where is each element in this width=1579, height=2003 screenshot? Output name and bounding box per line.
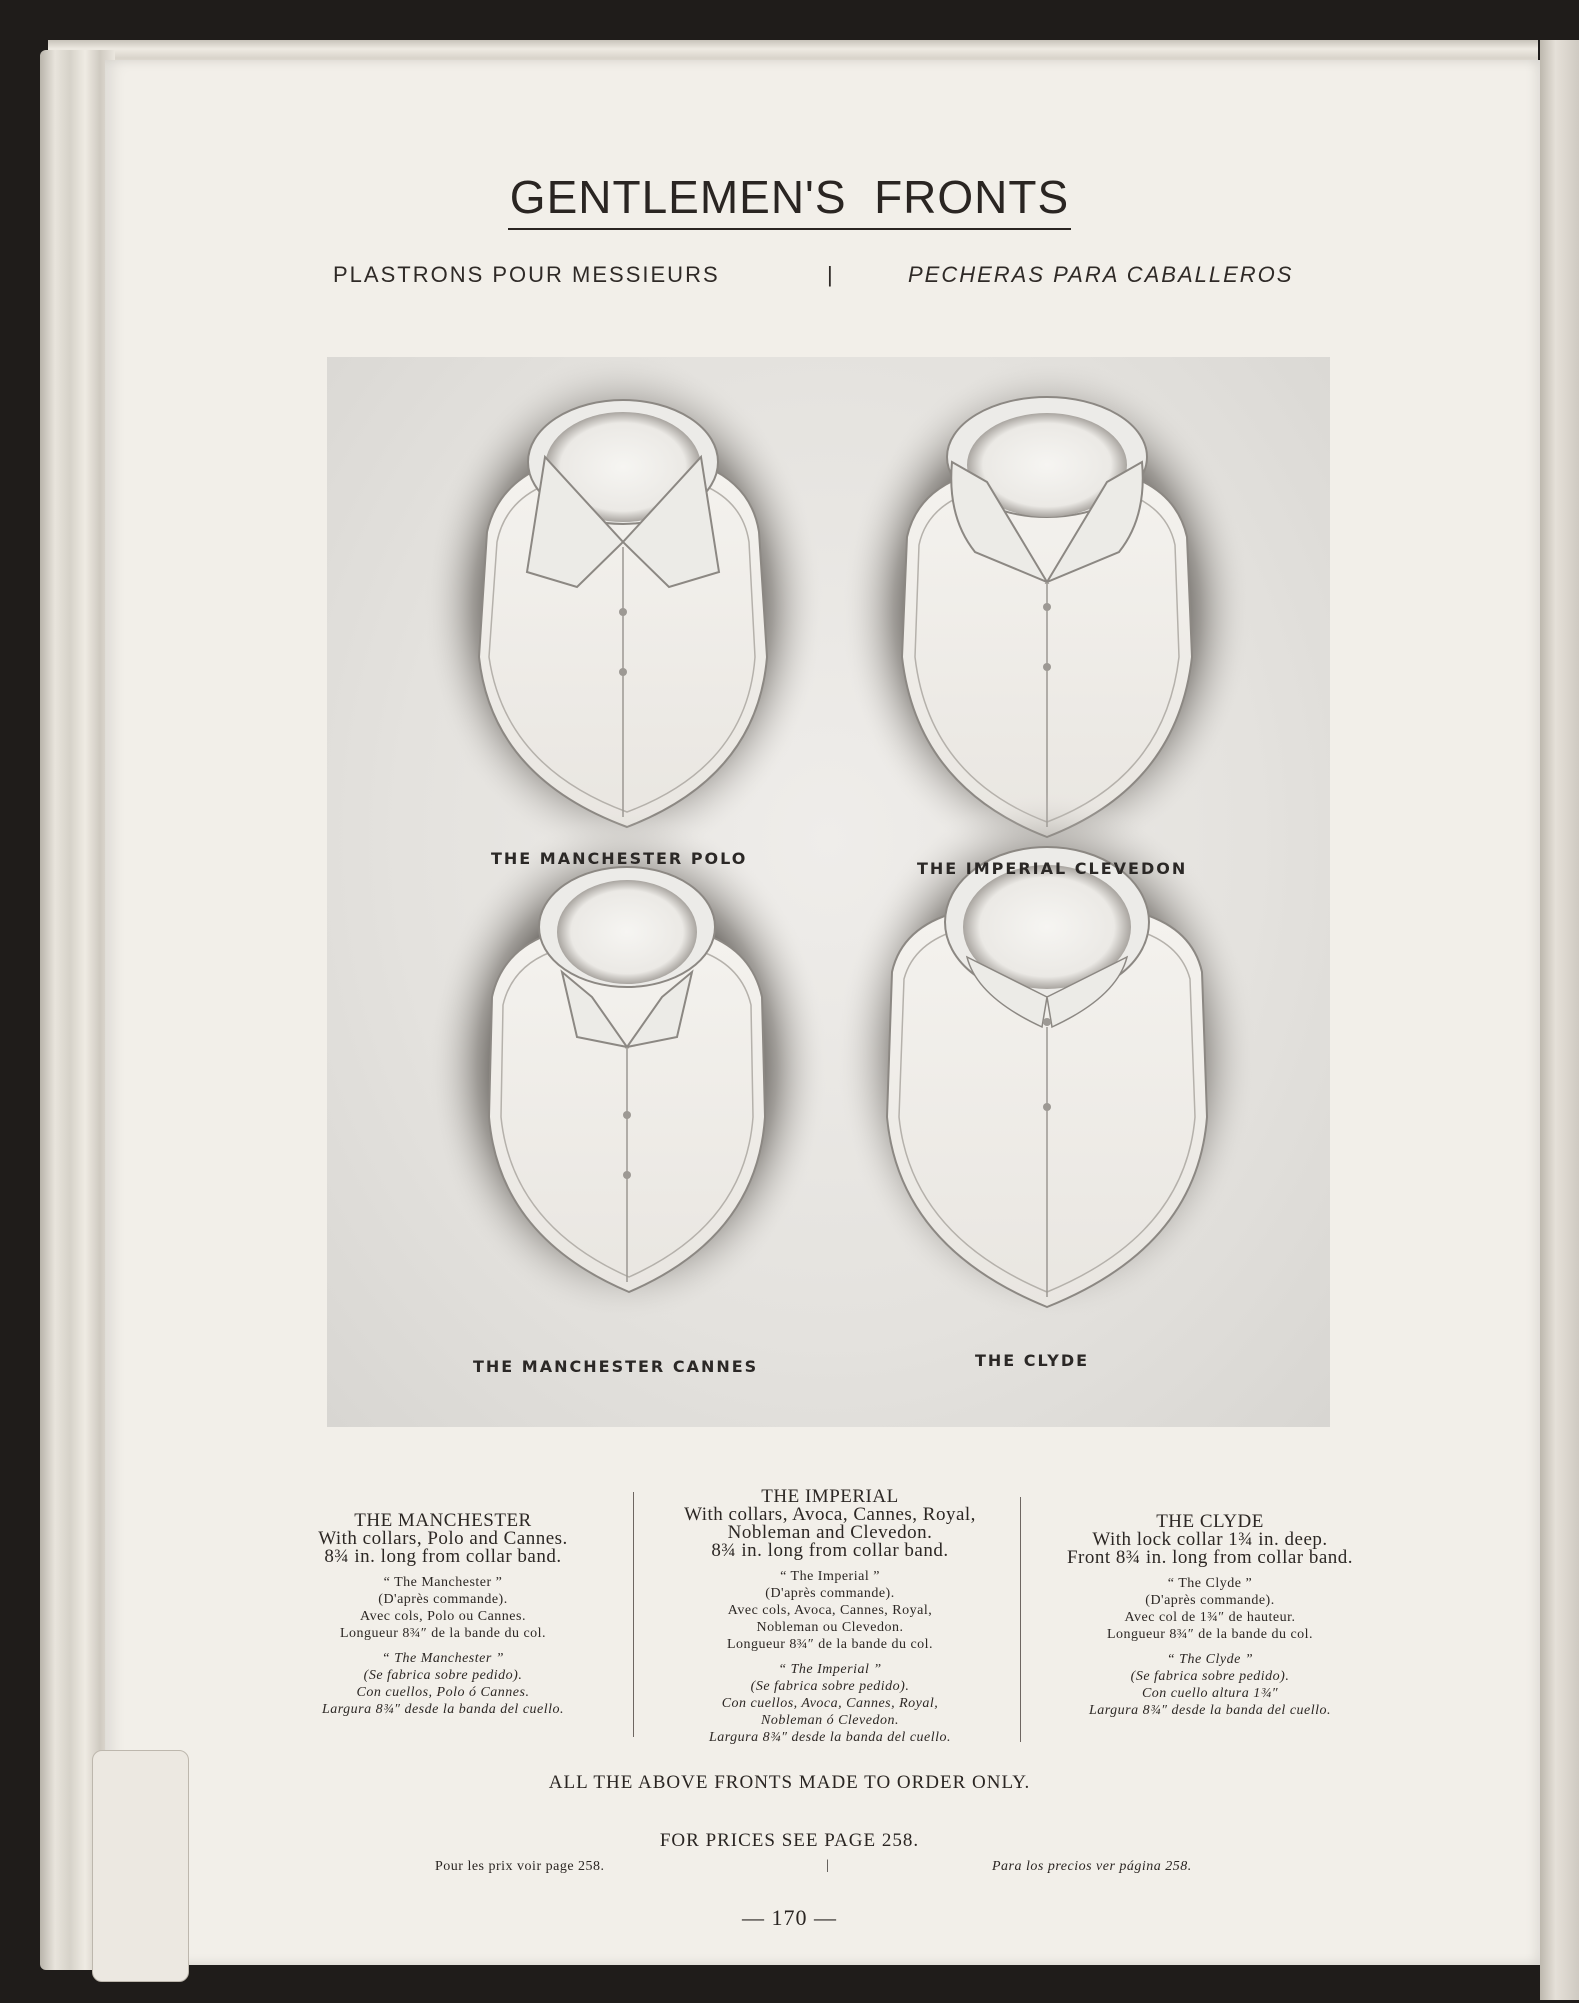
manchester-french-line: Avec cols, Polo ou Cannes.	[360, 1609, 526, 1624]
clyde-spanish	[1030, 1651, 1390, 1719]
subtitle-french: PLASTRONS POUR MESSIEURS	[333, 262, 720, 287]
prices-reference-spanish: Para los precios ver página 258.	[992, 1859, 1192, 1874]
front-imperial-clevedon	[842, 357, 1252, 867]
imperial-heading-line: 8¾ in. long from collar band.	[711, 1540, 949, 1561]
caption-imperial-clevedon: THE IMPERIAL CLEVEDON	[917, 859, 1188, 878]
manchester-spanish-line: Largura 8¾″ desde la banda del cuello.	[321, 1702, 565, 1717]
caption-clyde: THE CLYDE	[975, 1351, 1090, 1370]
prices-reference-french: Pour les prix voir page 258.	[435, 1859, 605, 1874]
imperial-french-line: Avec cols, Avoca, Cannes, Royal,	[727, 1603, 933, 1618]
imperial-heading-line: Nobleman and Clevedon.	[727, 1522, 933, 1543]
column-divider	[633, 1492, 634, 1737]
front-manchester-polo	[423, 357, 823, 862]
imperial-spanish-line: “ The Imperial ”	[778, 1662, 882, 1677]
clyde-french-line: Avec col de 1¾″ de hauteur.	[1124, 1610, 1296, 1625]
imperial-french-line: Nobleman ou Clevedon.	[756, 1620, 904, 1635]
subtitle-spanish: PECHERAS PARA CABALLEROS	[908, 262, 1294, 287]
made-to-order-notice: ALL THE ABOVE FRONTS MADE TO ORDER ONLY.	[548, 1772, 1031, 1793]
imperial-heading-line: THE IMPERIAL	[761, 1486, 899, 1507]
imperial-french-line: Longueur 8¾″ de la bande du col.	[726, 1637, 934, 1652]
manchester-spanish	[268, 1650, 618, 1718]
manchester-french-line: (D'après commande).	[378, 1592, 508, 1607]
book-page-edges-left	[40, 50, 115, 1970]
description-manchester	[268, 1512, 618, 1718]
page-number: — 170 —	[742, 1905, 837, 1930]
imperial-spanish-line: (Se fabrica sobre pedido).	[750, 1679, 910, 1694]
page-title-text: GENTLEMEN'S FRONTS	[508, 170, 1071, 230]
column-divider	[1020, 1497, 1021, 1742]
imperial-french-line: “ The Imperial ”	[780, 1569, 880, 1584]
prices-separator: |	[826, 1858, 830, 1873]
illustration-plate	[327, 357, 1330, 1427]
manchester-heading-line: With collars, Polo and Cannes.	[318, 1528, 568, 1549]
front-manchester-cannes	[427, 812, 827, 1322]
imperial-heading-line: With collars, Avoca, Cannes, Royal,	[684, 1504, 976, 1525]
facing-page-edge	[1540, 40, 1579, 2000]
manchester-spanish-line: “ The Manchester ”	[381, 1651, 505, 1666]
manchester-heading	[268, 1512, 618, 1566]
manchester-heading-line: 8¾ in. long from collar band.	[324, 1546, 562, 1567]
clyde-spanish-line: “ The Clyde ”	[1166, 1652, 1254, 1667]
manchester-french-line: “ The Manchester ”	[383, 1575, 503, 1590]
subtitle-separator: |	[827, 262, 835, 287]
imperial-french-line: (D'après commande).	[765, 1586, 895, 1601]
clyde-heading-line: THE CLYDE	[1156, 1511, 1264, 1532]
imperial-spanish-line: Nobleman ó Clevedon.	[761, 1713, 899, 1728]
clyde-heading	[1030, 1513, 1390, 1567]
manchester-french-line: Longueur 8¾″ de la bande du col.	[339, 1626, 547, 1641]
imperial-spanish-line: Con cuellos, Avoca, Cannes, Royal,	[721, 1696, 939, 1711]
clyde-french-line: Longueur 8¾″ de la bande du col.	[1106, 1627, 1314, 1642]
imperial-spanish	[640, 1661, 1020, 1746]
description-clyde	[1030, 1513, 1390, 1719]
description-imperial	[640, 1488, 1020, 1746]
clyde-french-line: “ The Clyde ”	[1167, 1576, 1253, 1591]
prices-reference: FOR PRICES SEE PAGE 258.	[659, 1830, 920, 1851]
imperial-spanish-line: Largura 8¾″ desde la banda del cuello.	[708, 1730, 952, 1745]
imperial-heading	[640, 1488, 1020, 1560]
clyde-spanish-line: (Se fabrica sobre pedido).	[1130, 1669, 1290, 1684]
caption-manchester-cannes: THE MANCHESTER CANNES	[473, 1357, 759, 1376]
clyde-french	[1030, 1575, 1390, 1643]
manchester-french	[268, 1574, 618, 1642]
clyde-spanish-line: Con cuello altura 1¾″	[1141, 1686, 1279, 1701]
caption-manchester-polo: THE MANCHESTER POLO	[491, 849, 748, 868]
manchester-heading-line: THE MANCHESTER	[354, 1510, 532, 1531]
manchester-spanish-line: Con cuellos, Polo ó Cannes.	[356, 1685, 530, 1700]
clyde-french-line: (D'après commande).	[1145, 1593, 1275, 1608]
page-title	[0, 170, 1579, 230]
shirt-fronts-illustration	[327, 357, 1330, 1427]
clyde-heading-line: With lock collar 1¾ in. deep.	[1092, 1529, 1328, 1550]
imperial-french	[640, 1568, 1020, 1653]
clyde-heading-line: Front 8¾ in. long from collar band.	[1066, 1547, 1354, 1568]
manchester-spanish-line: (Se fabrica sobre pedido).	[363, 1668, 523, 1683]
clyde-spanish-line: Largura 8¾″ desde la banda del cuello.	[1088, 1703, 1332, 1718]
